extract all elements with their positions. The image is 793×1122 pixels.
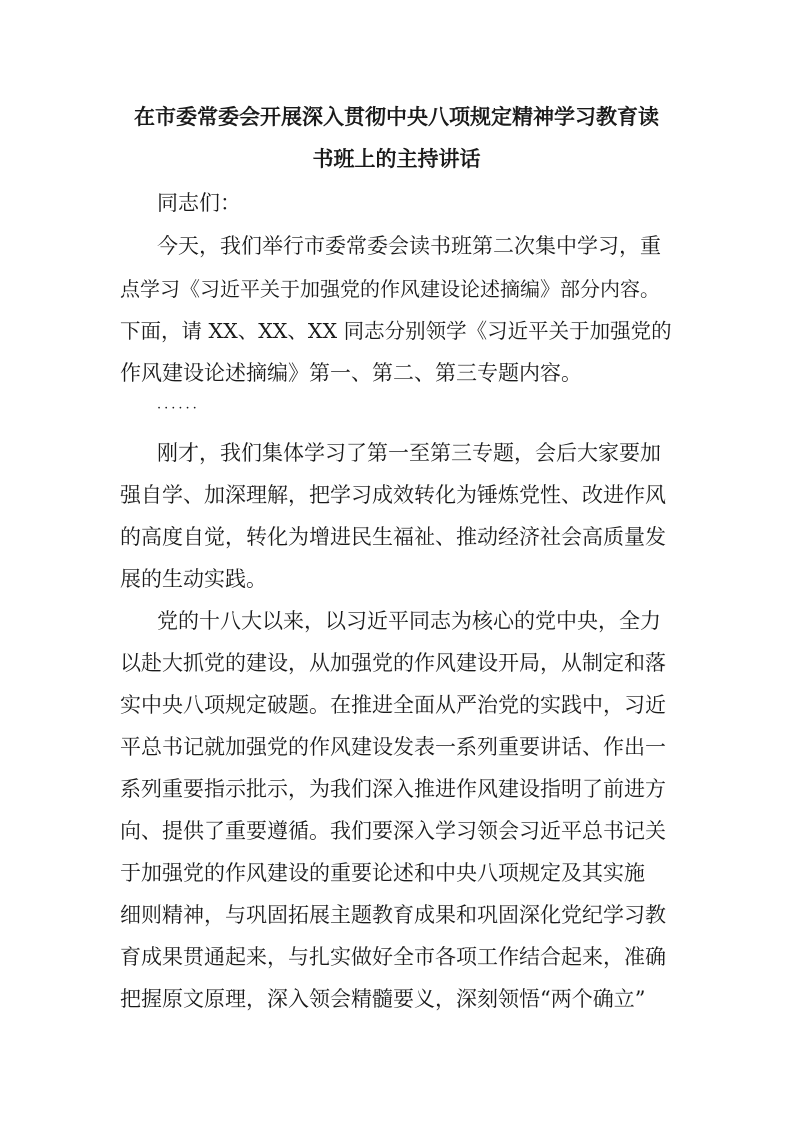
paragraph-line: 今天，我们举行市委常委会读书班第二次集中学习，重 <box>157 234 661 258</box>
paragraph-line: 点学习《习近平关于加强党的作风建设论述摘编》部分内容。 <box>120 277 660 301</box>
document-title-line-1: 在市委常委会开展深入贯彻中央八项规定精神学习教育读 <box>134 104 659 129</box>
paragraph-line: 细则精神，与巩固拓展主题教育成果和巩固深化党纪学习教 <box>120 903 666 927</box>
paragraph-line: 向、提供了重要遵循。我们要深入学习领会习近平总书记关 <box>120 819 666 843</box>
document-title-line-2: 书班上的主持讲话 <box>312 146 481 171</box>
paragraph-line: 平总书记就加强党的作风建设发表一系列重要讲话、作出一 <box>120 735 666 759</box>
paragraph-line: 于加强党的作风建设的重要论述和中央八项规定及其实施 <box>120 861 645 885</box>
paragraph-line: 实中央八项规定破题。在推进全面从严治党的实践中，习近 <box>120 693 666 717</box>
paragraph-line: 把握原文原理，深入领会精髓要义，深刻领悟“两个确立” <box>120 987 646 1011</box>
paragraph-line: 刚才，我们集体学习了第一至第三专题，会后大家要加 <box>157 441 661 465</box>
paragraph-line: 育成果贯通起来，与扎实做好全市各项工作结合起来，准确 <box>120 945 666 969</box>
salutation: 同志们： <box>157 191 241 215</box>
ellipsis: ······ <box>157 401 200 416</box>
paragraph-line: 展的生动实践。 <box>120 567 267 591</box>
paragraph-line: 党的十八大以来，以习近平同志为核心的党中央，全力 <box>157 609 661 633</box>
paragraph-line: 强自学、加深理解，把学习成效转化为锤炼党性、改进作风 <box>120 483 666 507</box>
paragraph-line: 以赴大抓党的建设，从加强党的作风建设开局，从制定和落 <box>120 651 666 675</box>
paragraph-line: 作风建设论述摘编》第一、第二、第三专题内容。 <box>120 361 582 385</box>
paragraph-line: 的高度自觉，转化为增进民生福祉、推动经济社会高质量发 <box>120 525 666 549</box>
paragraph-line: 系列重要指示批示，为我们深入推进作风建设指明了前进方 <box>120 777 666 801</box>
paragraph-line: 下面，请 XX、XX、XX 同志分别领学《习近平关于加强党的 <box>120 319 672 343</box>
